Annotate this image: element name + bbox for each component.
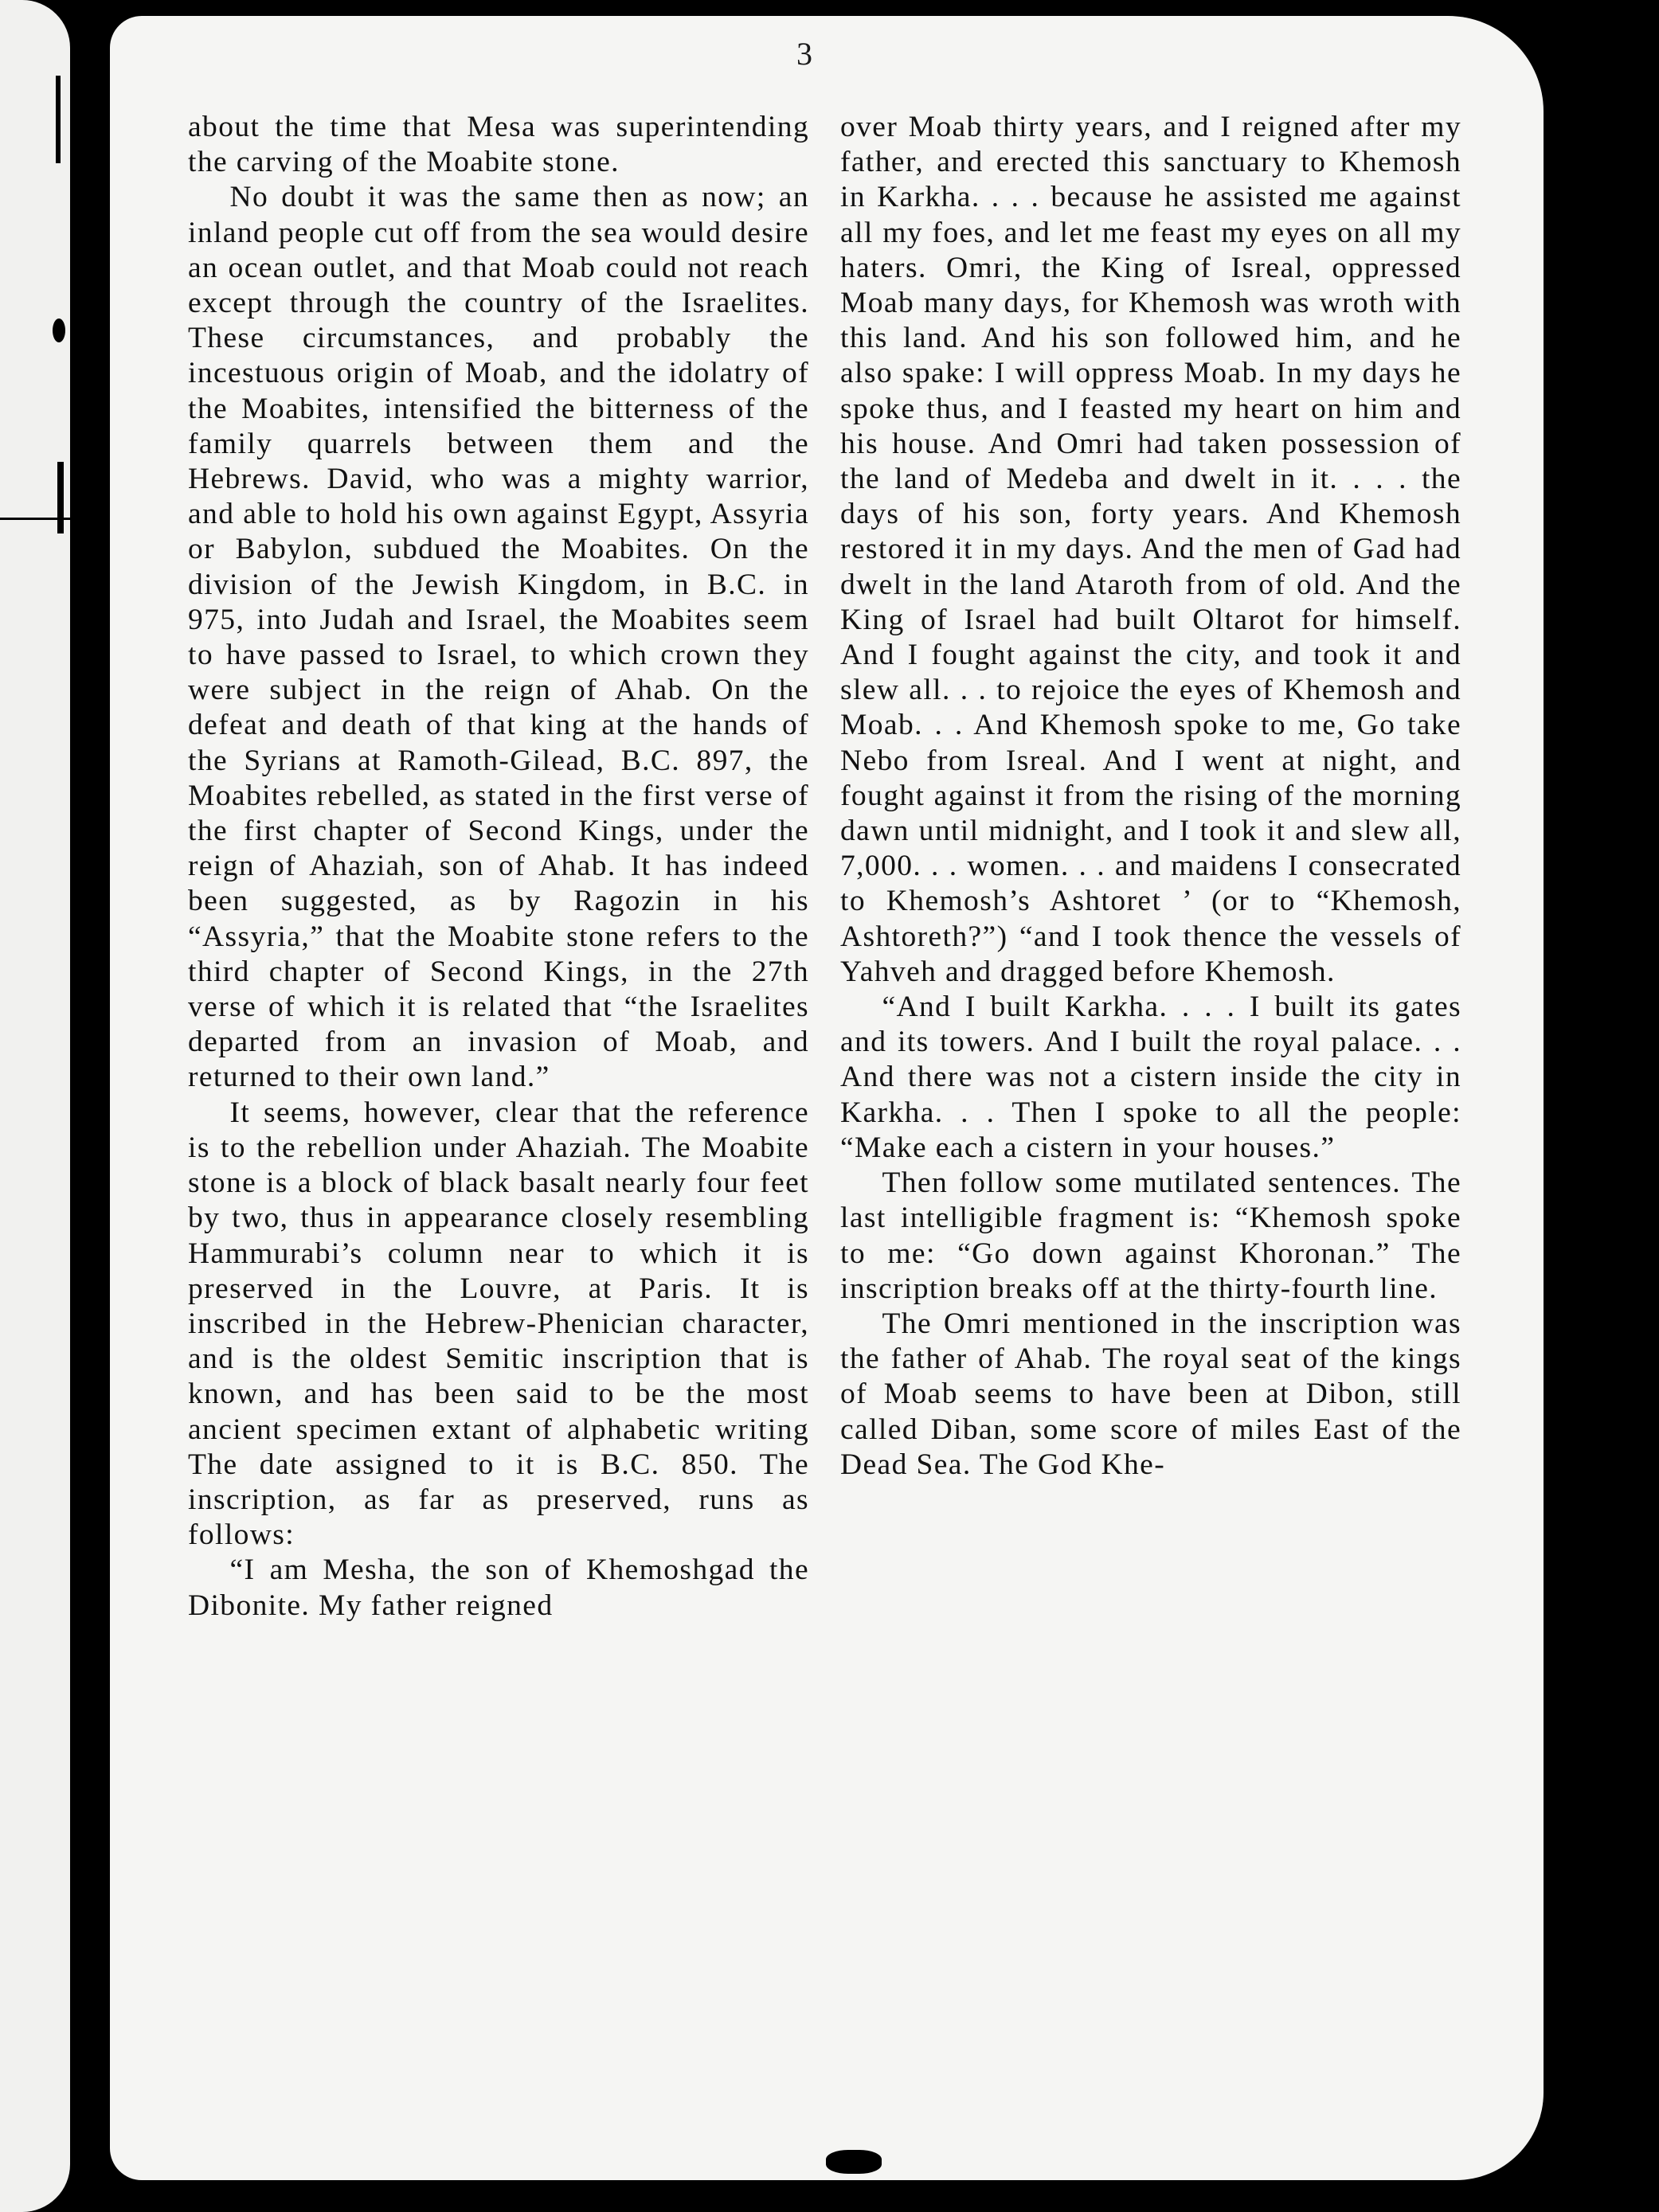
scan-mark (56, 76, 61, 163)
page-number: 3 (796, 36, 812, 72)
paragraph: “And I built Karkha. . . . I built its gates and its towers. And I built the royal palace. . . And there was not a cistern inside the city in Karkha. . . Then I spoke to all the people: “Make each a cistern in your houses.” (840, 991, 1461, 1164)
paragraph: No doubt it was the same then as now; an inland people cut off from the sea would desire an ocean outlet, and that Moab could not reach except through the country of the Israelites. These circumstances, and probably the incestuous origin of Moab, and the idolatry of the Moabites, intensified the bitterness of the family quarrels between them and the Hebrews. David, who was a mighty warrior, and able to hold his own against Egypt, Assyria or Babylon, subdued the Moabites. On the division of the Jewish Kingdom, in B.C. in 975, into Judah and Israel, the Moabites seem to have passed to Israel, to which crown they were subject in the reign of Ahab. On the defeat and death of that king at the hands of the Syrians at Ramoth-Gilead, B.C. 897, the Moabites rebelled, as stated in the first verse of the first chapter of Second Kings, under the reign of Ahaziah, son of Ahab. It has indeed been suggested, as by Ragozin in his “Assyria,” that the Moabite stone refers to the third chapter of Second Kings, in the 27th verse of which it is related that “the Israelites departed from an invasion of Moab, and returned to their own land.” (188, 181, 809, 1094)
scan-mark (826, 2150, 882, 2174)
scan-mark (53, 319, 65, 342)
paragraph: It seems, however, clear that the reference is to the rebellion under Ahaziah. The Moabite stone is a block of black basalt nearly four feet by two, thus in appearance closely resembling Hammurabi’s column near to which it is preserved in the Louvre, at Paris. It is inscribed in the Hebrew-Phenician character, and is the oldest Semitic inscription that is known, and has been said to be the most ancient specimen extant of alphabetic writing The date assigned to it is B.C. 850. The inscription, as far as preserved, runs as follows: (188, 1096, 809, 1552)
paragraph: Then follow some mutilated sentences. The last intelligible fragment is: “Khemosh spoke to me: “Go down against Khoronan.” The inscription breaks off at the thirty-fourth line. (840, 1167, 1461, 1305)
paragraph: “I am Mesha, the son of Khemoshgad the Dibonite. My father reigned (188, 1553, 809, 1622)
right-column (840, 110, 1461, 1483)
scan-mark (0, 518, 70, 520)
paragraph: The Omri mentioned in the inscription was the father of Ahab. The royal seat of the kings of Moab seems to have been at Dibon, still called Diban, some score of miles East of the Dead Sea. The God Khe- (840, 1307, 1461, 1481)
left-column (188, 110, 809, 1624)
paragraph: over Moab thirty years, and I reigned after my father, and erected this sanctuary to Khemosh in Karkha. . . . because he assisted me against all my foes, and let me feast my eyes on all my haters. Omri, the King of Isreal, oppressed Moab many days, for Khemosh was wroth with this land. And his son followed him, and he also spake: I will oppress Moab. In my days he spoke thus, and I feasted my heart on him and his house. And Omri had taken possession of the land of Medeba and dwelt in it. . . . the days of his son, forty years. And Khemosh restored it in my days. And the men of Gad had dwelt in the land Ataroth from of old. And the King of Israel had built Oltarot for himself. And I fought against the city, and took it and slew all. . . to rejoice the eyes of Khemosh and Moab. . . And Khemosh spoke to me, Go take Nebo from Isreal. And I went at night, and fought against it from the rising of the morning dawn until midnight, and I took it and slew all, 7,000. . . women. . . and maidens I consecrated to Khemosh’s Ashtoret ’ (or to “Khemosh, Ashtoreth?”) “and I took thence the vessels of Yahveh and dragged before Khemosh. (840, 111, 1461, 988)
scan-mark (57, 462, 64, 533)
paragraph: about the time that Mesa was superintending the carving of the Moabite stone. (188, 111, 809, 179)
